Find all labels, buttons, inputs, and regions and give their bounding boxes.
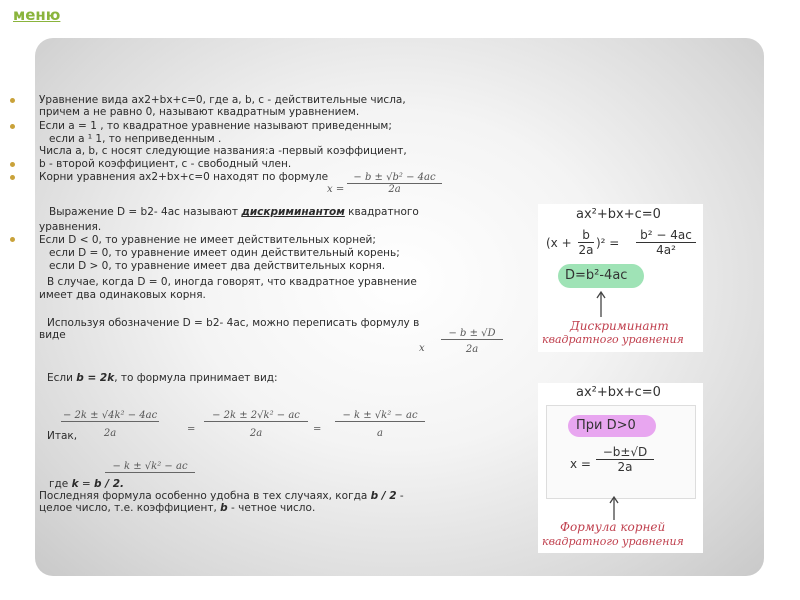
card-caption-title: Дискриминант	[570, 319, 669, 333]
bullet	[10, 175, 15, 180]
text-line	[49, 206, 419, 219]
text-span: -	[396, 490, 404, 502]
text-line: уравнения.	[39, 221, 102, 233]
text-span: )² =	[596, 236, 620, 250]
arrow-up-icon	[608, 495, 620, 521]
bullet	[10, 98, 15, 103]
formula-numerator: − k ± √k² − ac	[105, 461, 195, 473]
text-line: Если D < 0, то уравнение не имеет действительных корней;	[39, 234, 376, 246]
text-span: Если	[47, 372, 77, 384]
text-line	[47, 372, 278, 385]
card-caption-subtitle: квадратного уравнения	[542, 535, 684, 548]
card-caption-title: Формула корней	[560, 520, 666, 534]
equals-sign: =	[313, 424, 322, 435]
formula-numerator: − b ± √D	[441, 328, 503, 340]
text-line	[39, 490, 404, 503]
text-span: b / 2.	[94, 478, 125, 490]
text-span: k	[71, 478, 79, 490]
text-span: b = 2k	[76, 372, 115, 384]
fraction-bottom: 4a²	[656, 243, 676, 257]
formula-numerator: − 2k ± 2√k² − ac	[204, 410, 308, 422]
text-line: причем а не равно 0, называют квадратным уравнением.	[39, 106, 360, 118]
root-formula-card	[538, 383, 703, 553]
text-line: b - второй коэффициент, с - свободный член.	[39, 158, 292, 170]
formula-numerator: − k ± √k² − ac	[335, 410, 425, 422]
text-line: Если а = 1 , то квадратное уравнение называют приведенным;	[39, 120, 392, 132]
card-fraction	[596, 445, 654, 474]
card-equation: ax²+bx+c=0	[576, 207, 661, 222]
formula-numerator: − 2k ± √4k² − 4ac	[63, 410, 158, 421]
discriminant-card	[538, 204, 703, 352]
formula-denominator: 2a	[249, 428, 263, 439]
text-line: если а ¹ 1, то неприведенным .	[49, 133, 222, 145]
fraction-bottom: 2a	[617, 460, 633, 474]
equals-sign: =	[187, 424, 196, 435]
fraction-top: −b±√D	[596, 445, 654, 460]
discriminant-formula: D=b²-4ac	[565, 268, 628, 283]
text-span: квадратного	[344, 206, 419, 218]
formula-denominator: 2a	[388, 184, 401, 195]
bullet	[10, 124, 15, 129]
condition-text: При D>0	[576, 418, 636, 433]
card-equation: ax²+bx+c=0	[576, 385, 661, 400]
text-span: Выражение D = b2- 4ac называют	[49, 206, 242, 218]
text-span: - четное число.	[227, 502, 316, 514]
formula-denominator: a	[377, 428, 383, 439]
text-span: b / 2	[370, 490, 397, 502]
discriminant-term: дискриминантом	[241, 206, 345, 218]
text-span: (x +	[546, 236, 572, 250]
text-span: Последняя формула особенно удобна в тех случаях, когда	[39, 490, 371, 502]
formula-denominator: 2a	[465, 344, 479, 355]
text-line: Итак,	[47, 430, 78, 442]
fraction-top: b² − 4ac	[636, 228, 696, 243]
formula-denominator: 2a	[103, 428, 117, 439]
fraction-bottom: 2a	[578, 243, 594, 257]
fraction-top: b	[578, 228, 594, 243]
text-line: если D = 0, то уравнение имеет один действительный корень;	[49, 247, 400, 259]
formula-x: x =	[327, 184, 345, 195]
arrow-up-icon	[595, 290, 607, 318]
card-x-label: x =	[570, 457, 591, 471]
text-line: Используя обозначение D = b2- 4ac, можно переписать формулу в	[47, 317, 420, 329]
text-span: где	[49, 478, 72, 490]
text-line: Корни уравнения ax2+bx+c=0 находят по формуле	[39, 171, 329, 183]
text-span: =	[78, 478, 95, 490]
text-span: целое число, т.е. коэффициент,	[39, 502, 221, 514]
text-span: b	[220, 502, 228, 514]
formula-x: x	[419, 343, 425, 354]
text-span: , то формула принимает вид:	[114, 372, 278, 384]
formula-numerator: − b ± √b² − 4ac	[347, 172, 442, 184]
text-line: В случае, когда D = 0, иногда говорят, что квадратное уравнение	[47, 276, 417, 288]
text-line: виде	[39, 329, 66, 341]
text-line	[39, 502, 315, 515]
fraction	[578, 228, 594, 257]
menu-link[interactable]: меню	[13, 6, 61, 24]
text-line: Числа a, b, с носят следующие названия:а -первый коэффициент,	[39, 145, 407, 157]
bullet	[10, 237, 15, 242]
fraction	[636, 228, 696, 257]
text-line	[49, 478, 124, 491]
bullet	[10, 162, 15, 167]
text-line: имеет два одинаковых корня.	[39, 289, 206, 301]
card-caption-subtitle: квадратного уравнения	[542, 333, 684, 346]
text-line: если D > 0, то уравнение имеет два действительных корня.	[49, 260, 386, 272]
text-line: Уравнение вида ax2+bx+c=0, где a, b, c - действительные числа,	[39, 94, 406, 106]
